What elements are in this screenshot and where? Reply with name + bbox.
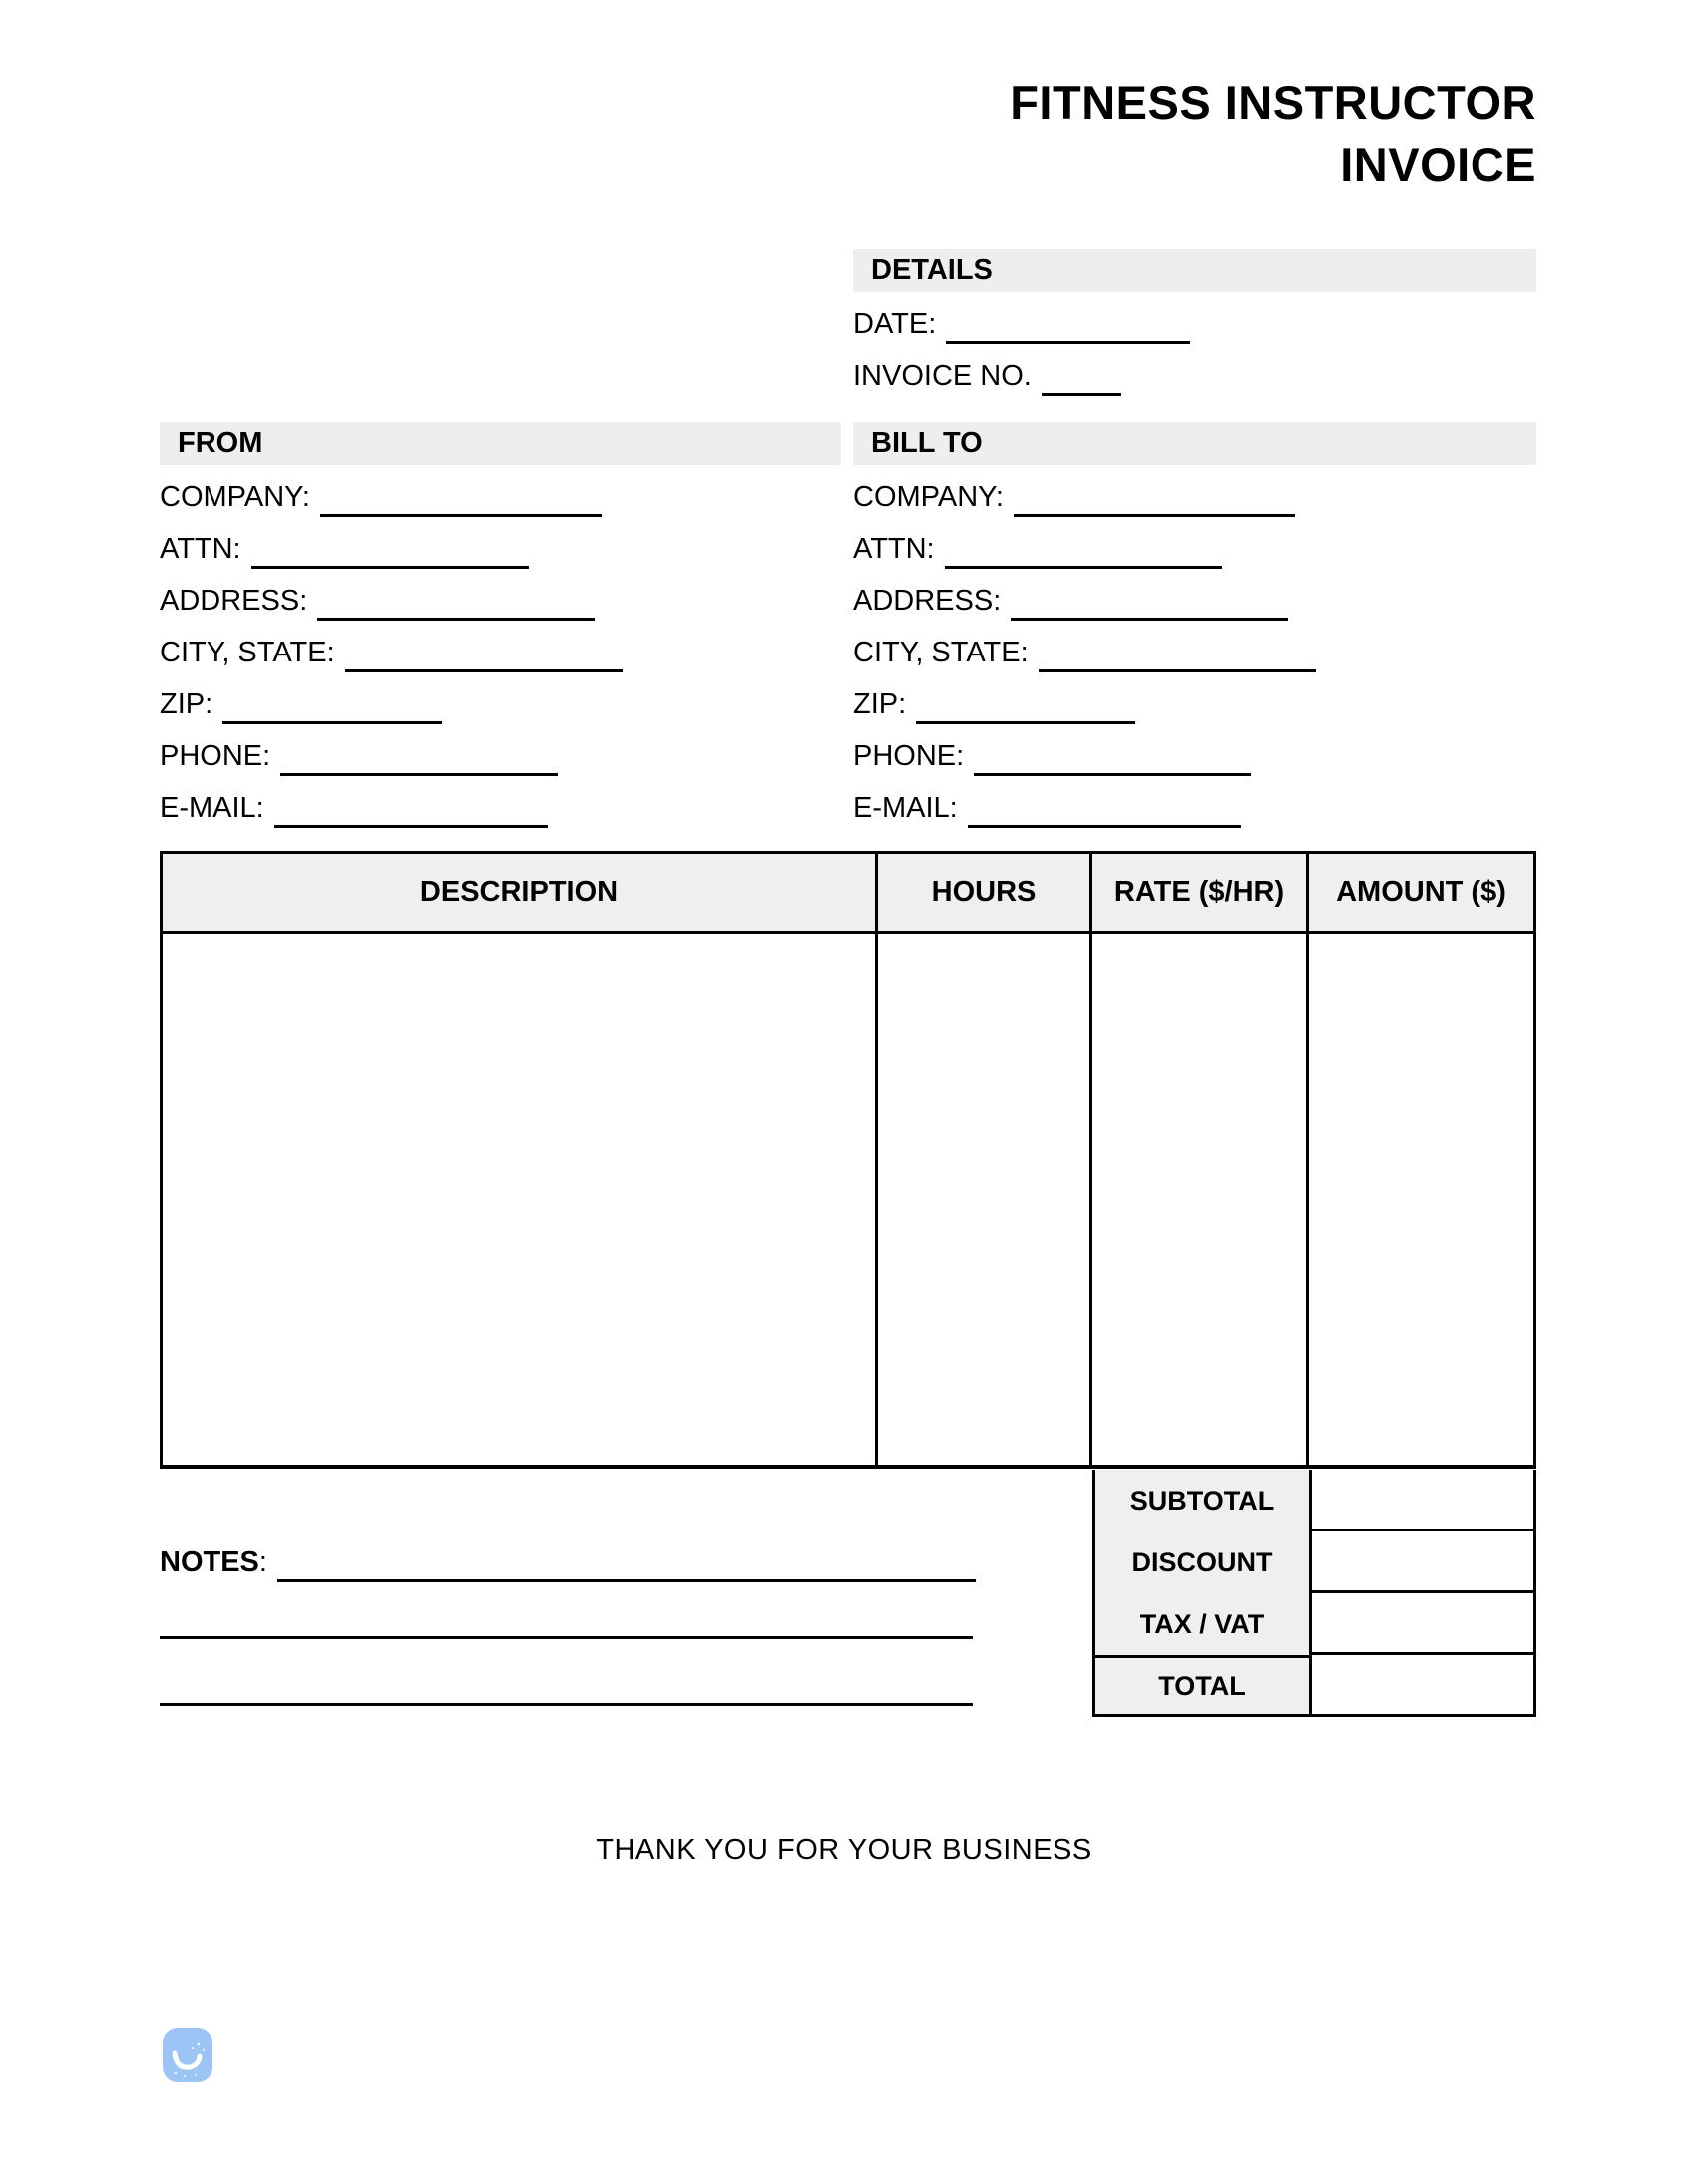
from-phone-row — [160, 726, 841, 776]
invoice-no-field-row — [853, 346, 1536, 396]
bill-to-email-blank — [968, 789, 1241, 828]
from-company-label: COMPANY: — [160, 481, 310, 513]
from-phone-blank — [280, 737, 558, 776]
rate-cell-empty — [1092, 934, 1309, 1465]
from-city-state-label: CITY, STATE: — [160, 637, 335, 668]
bill-to-company-blank — [1014, 478, 1295, 517]
from-email-label: E-MAIL: — [160, 792, 264, 824]
page-title-line1: FITNESS INSTRUCTOR — [1010, 76, 1536, 129]
bill-to-header: BILL TO — [853, 422, 1536, 465]
bill-to-zip-label: ZIP: — [853, 688, 907, 720]
bill-to-city-state-label: CITY, STATE: — [853, 637, 1029, 668]
subtotal-value-cell — [1309, 1470, 1536, 1531]
page-title-line2: INVOICE — [1340, 138, 1536, 191]
amount-cell-empty — [1309, 934, 1533, 1465]
bill-to-attn-row — [853, 519, 1536, 569]
line-items-table — [160, 851, 1536, 1469]
invoice-no-blank — [1042, 357, 1121, 396]
column-header-rate: RATE ($/HR) — [1092, 854, 1309, 934]
bill-to-address-row — [853, 571, 1536, 621]
total-value-cell — [1309, 1655, 1536, 1717]
bill-to-phone-blank — [974, 737, 1251, 776]
from-attn-row — [160, 519, 841, 569]
from-zip-label: ZIP: — [160, 688, 213, 720]
from-company-blank — [320, 478, 602, 517]
from-address-row — [160, 571, 841, 621]
column-header-hours: HOURS — [878, 854, 1092, 934]
from-attn-label: ATTN: — [160, 533, 241, 565]
total-label: TOTAL — [1092, 1655, 1309, 1717]
from-address-blank — [317, 582, 595, 621]
bill-to-city-state-blank — [1039, 634, 1316, 672]
column-header-description: DESCRIPTION — [163, 854, 878, 934]
from-zip-blank — [222, 685, 442, 724]
notes-label: NOTES: — [160, 1546, 267, 1578]
subtotal-label: SUBTOTAL — [1092, 1470, 1309, 1531]
tax-vat-value-cell — [1309, 1593, 1536, 1655]
from-header: FROM — [160, 422, 841, 465]
notes-blank-line-2 — [160, 1636, 973, 1639]
bill-to-zip-blank — [916, 685, 1135, 724]
bill-to-company-label: COMPANY: — [853, 481, 1004, 513]
notes-blank-line-3 — [160, 1703, 973, 1706]
details-section — [853, 249, 1536, 396]
page-title — [1010, 72, 1536, 196]
from-email-blank — [274, 789, 548, 828]
bill-to-phone-row — [853, 726, 1536, 776]
bill-to-attn-label: ATTN: — [853, 533, 935, 565]
from-section — [160, 422, 841, 828]
date-field-row — [853, 294, 1536, 344]
bill-to-company-row — [853, 467, 1536, 517]
from-address-label: ADDRESS: — [160, 585, 308, 617]
notes-row — [160, 1538, 1003, 1582]
discount-value-cell — [1309, 1531, 1536, 1593]
from-zip-row — [160, 674, 841, 724]
smile-logo-icon — [163, 2028, 212, 2082]
column-header-amount: AMOUNT ($) — [1309, 854, 1533, 934]
bill-to-phone-label: PHONE: — [853, 740, 965, 772]
notes-section — [160, 1536, 1003, 1582]
from-company-row — [160, 467, 841, 517]
bill-to-city-state-row — [853, 623, 1536, 672]
bill-to-email-label: E-MAIL: — [853, 792, 958, 824]
description-cell-empty — [163, 934, 878, 1465]
bill-to-address-blank — [1011, 582, 1288, 621]
thank-you-message: THANK YOU FOR YOUR BUSINESS — [596, 1834, 1092, 1866]
date-blank — [946, 305, 1190, 344]
hours-cell-empty — [878, 934, 1092, 1465]
from-phone-label: PHONE: — [160, 740, 271, 772]
bill-to-section — [853, 422, 1536, 828]
notes-blank-line-1 — [277, 1543, 976, 1582]
bill-to-zip-row — [853, 674, 1536, 724]
tax-vat-label: TAX / VAT — [1092, 1593, 1309, 1655]
from-email-row — [160, 778, 841, 828]
date-label: DATE: — [853, 308, 937, 340]
discount-label: DISCOUNT — [1092, 1531, 1309, 1593]
details-header: DETAILS — [853, 249, 1536, 292]
bill-to-address-label: ADDRESS: — [853, 585, 1002, 617]
summary-table — [1092, 1470, 1536, 1717]
from-attn-blank — [251, 530, 529, 569]
from-city-state-row — [160, 623, 841, 672]
bill-to-attn-blank — [945, 530, 1222, 569]
invoice-no-label: INVOICE NO. — [853, 360, 1032, 392]
bill-to-email-row — [853, 778, 1536, 828]
from-city-state-blank — [345, 634, 623, 672]
